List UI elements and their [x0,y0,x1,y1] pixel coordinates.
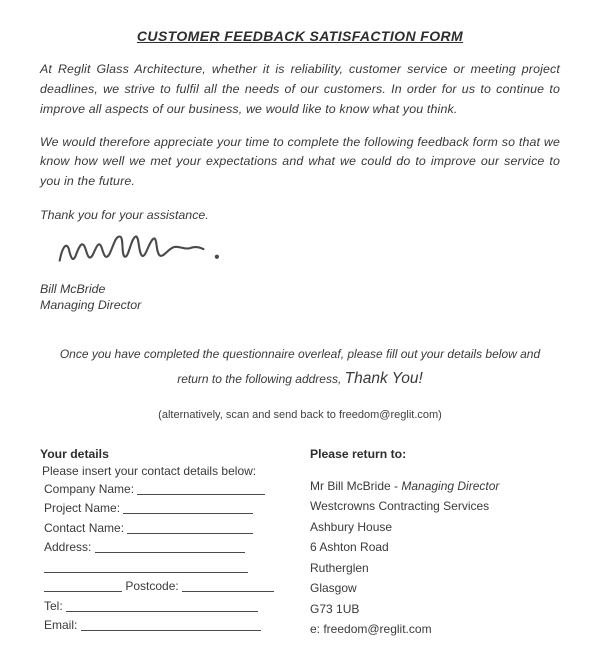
company-name-blank [137,482,265,495]
project-name-label: Project Name: [44,501,121,516]
tel-blank [66,599,258,612]
thank-you-emphasis: Thank You! [344,369,423,387]
your-details-subheading: Please insert your contact details below: [42,463,257,478]
return-instruction-text: Once you have completed the questionnaire overleaf, please fill out your details below and return to the following address, [59,346,541,386]
recipient-name: Mr Bill McBride - [310,478,402,493]
signatory-role: Managing Director [40,298,142,313]
handwritten-signature-icon [50,228,240,274]
tel-label: Tel: [44,598,63,613]
postcode-blank [182,579,274,592]
alternative-return-line: (alternatively, scan and send back to freedom@reglit.com) [158,408,442,421]
email-blank [81,618,261,631]
address-line-company: Westcrowns Contracting Services [310,499,490,514]
return-to-heading: Please return to: [310,446,407,461]
address-field [44,540,310,554]
address-label: Address: [44,540,92,555]
contact-name-label: Contact Name: [44,520,125,535]
return-address-block [310,479,560,637]
signatory-name: Bill McBride [40,282,106,297]
address-line-email: e: freedom@reglit.com [310,622,432,637]
recipient-role: Managing Director [401,478,500,493]
project-name-blank [123,501,253,514]
address-line-town: Rutherglen [310,560,369,575]
address-blank [95,540,245,553]
address-continuation-field [44,560,310,574]
signature-image [50,228,560,279]
address-line-house: Ashbury House [310,519,393,534]
email-label: Email: [44,618,78,633]
return-address-section [310,447,560,643]
postcode-label: Postcode: [125,579,179,594]
company-name-label: Company Name: [44,481,135,496]
address-line-street: 6 Ashton Road [310,540,389,555]
email-field [44,618,310,632]
address-line-city: Glasgow [310,581,357,596]
your-details-section [40,447,310,643]
assistance-line: Thank you for your assistance. [40,208,209,223]
address-continuation-blank [44,560,248,573]
contact-name-field [44,521,310,535]
contact-name-blank [127,521,253,534]
project-name-field [44,501,310,515]
tel-field [44,599,310,613]
company-name-field [44,482,310,496]
intro-paragraph-2: We would therefore appreciate your time to complete the following feedback form so that we know how well we met your expectations and what we could do to improve our service to you in the future. [40,134,560,189]
page-title: CUSTOMER FEEDBACK SATISFACTION FORM [136,28,464,44]
postcode-field [44,579,310,593]
your-details-heading: Your details [40,446,109,461]
recipient-line [310,479,560,493]
address-line-postcode: G73 1UB [310,601,360,616]
intro-paragraph-1: At Reglit Glass Architecture, whether it is reliability, customer service or meeting project deadlines, we strive to fulfil all the needs of our customers. In order for us to continue to improve all aspects of our business, we would like to know what you think. [40,62,560,116]
return-instruction [46,344,554,392]
details-columns [40,447,560,643]
address-last-blank [44,579,122,592]
